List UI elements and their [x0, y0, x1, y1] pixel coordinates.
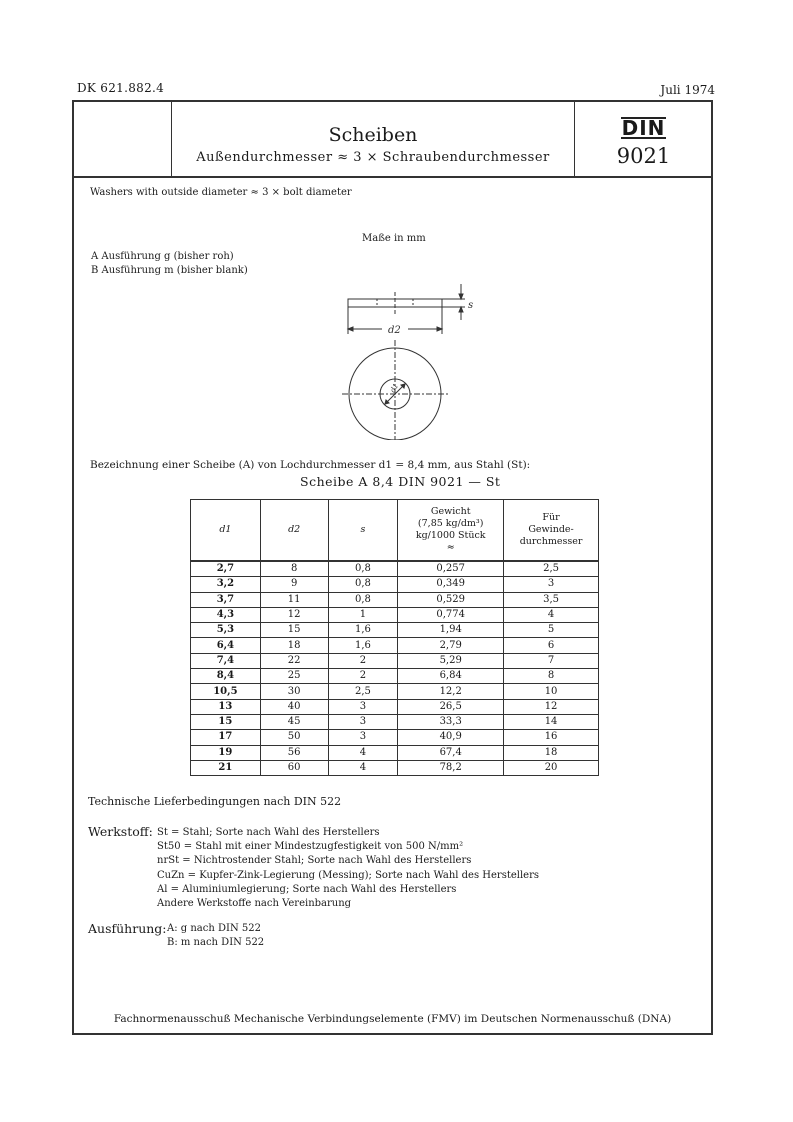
table-cell: 56	[260, 745, 328, 760]
table-cell: 2,5	[504, 561, 599, 577]
table-cell: 18	[260, 638, 328, 653]
din-logo-text: DIN	[621, 116, 666, 140]
table-cell: 26,5	[398, 699, 504, 714]
din-logo	[574, 116, 713, 140]
table-cell: 2,5	[328, 684, 398, 699]
table-cell: 7	[504, 653, 599, 668]
table-cell: 21	[191, 760, 261, 775]
table-cell: 1,6	[328, 623, 398, 638]
table-cell: 19	[191, 745, 261, 760]
table-cell: 3,7	[191, 592, 261, 607]
table-cell: 40	[260, 699, 328, 714]
table-cell: 5,3	[191, 623, 261, 638]
table-cell: 0,8	[328, 592, 398, 607]
table-row	[191, 592, 599, 607]
table-cell: 13	[191, 699, 261, 714]
table-cell: 2	[328, 669, 398, 684]
finish-item: A: g nach DIN 522	[167, 923, 261, 934]
table-cell: 0,257	[398, 561, 504, 577]
material-list	[157, 826, 539, 911]
label-s: s	[468, 300, 474, 311]
type-b-note: B Ausführung m (bisher blank)	[91, 265, 248, 276]
table-cell: 11	[260, 592, 328, 607]
table-cell: 22	[260, 653, 328, 668]
type-a-note: A Ausführung g (bisher roh)	[91, 251, 234, 262]
material-label: Werkstoff:	[88, 824, 153, 839]
table-cell: 9	[260, 577, 328, 592]
table-cell: 2,79	[398, 638, 504, 653]
table-cell: 1,94	[398, 623, 504, 638]
table-cell: 8,4	[191, 669, 261, 684]
header-d1: d1	[191, 500, 261, 562]
table-row	[191, 760, 599, 775]
table-cell: 12	[260, 607, 328, 622]
table-row	[191, 623, 599, 638]
table-cell: 0,349	[398, 577, 504, 592]
table-cell: 18	[504, 745, 599, 760]
table-cell: 45	[260, 714, 328, 729]
table-cell: 15	[191, 714, 261, 729]
table-cell: 3,5	[504, 592, 599, 607]
table-cell: 2	[328, 653, 398, 668]
table-cell: 12,2	[398, 684, 504, 699]
table-cell: 3	[328, 714, 398, 729]
table-cell: 5,29	[398, 653, 504, 668]
table-cell: 50	[260, 730, 328, 745]
table-cell: 0,8	[328, 577, 398, 592]
table-cell: 2,7	[191, 561, 261, 577]
table-header-row	[191, 500, 599, 562]
dimensions-table	[190, 499, 599, 776]
table-row	[191, 653, 599, 668]
header-left-cell	[72, 100, 172, 178]
table-cell: 4	[328, 745, 398, 760]
table-cell: 1	[328, 607, 398, 622]
table-cell: 12	[504, 699, 599, 714]
header-weight: Gewicht (7,85 kg/dm³) kg/1000 Stück ≈	[398, 500, 504, 562]
table-row	[191, 684, 599, 699]
table-cell: 8	[260, 561, 328, 577]
table-row	[191, 699, 599, 714]
finish-list	[167, 922, 264, 950]
table-cell: 0,529	[398, 592, 504, 607]
table-cell: 16	[504, 730, 599, 745]
table-cell: 3,2	[191, 577, 261, 592]
table-cell: 78,2	[398, 760, 504, 775]
washer-drawing	[330, 280, 480, 440]
table-row	[191, 714, 599, 729]
label-d1: d1	[388, 382, 401, 394]
table-cell: 6,4	[191, 638, 261, 653]
header-s: s	[328, 500, 398, 562]
finish-label: Ausführung:	[88, 921, 167, 936]
table-cell: 6,84	[398, 669, 504, 684]
table-row	[191, 745, 599, 760]
page-subtitle: Außendurchmesser ≈ 3 × Schraubendurchmesser	[196, 150, 550, 165]
table-cell: 7,4	[191, 653, 261, 668]
designation-text: Bezeichnung einer Scheibe (A) von Lochdurchmesser d1 = 8,4 mm, aus Stahl (St):	[90, 459, 531, 471]
material-item: Andere Werkstoffe nach Vereinbarung	[157, 898, 352, 910]
table-row	[191, 669, 599, 684]
page-title: Scheiben	[328, 124, 418, 146]
table-row	[191, 607, 599, 622]
table-cell: 1,6	[328, 638, 398, 653]
material-item: nrSt = Nichtrostender Stahl; Sorte nach Wahl des Herstellers	[157, 855, 472, 867]
table-cell: 15	[260, 623, 328, 638]
table-row	[191, 577, 599, 592]
table-body	[191, 561, 599, 776]
table-row	[191, 561, 599, 577]
material-item: Al = Aluminiumlegierung; Sorte nach Wahl des Herstellers	[157, 883, 457, 895]
dimensions-note: Maße in mm	[362, 233, 426, 244]
label-d2: d2	[388, 325, 401, 336]
table-cell: 30	[260, 684, 328, 699]
english-title: Washers with outside diameter ≈ 3 × bolt diameter	[90, 187, 352, 198]
table-row	[191, 638, 599, 653]
material-item: CuZn = Kupfer-Zink-Legierung (Messing); Sorte nach Wahl des Herstellers	[157, 869, 539, 881]
table-cell: 25	[260, 669, 328, 684]
header-d2: d2	[260, 500, 328, 562]
table-cell: 3	[328, 699, 398, 714]
issue-date: Juli 1974	[660, 83, 715, 97]
table-cell: 4	[328, 760, 398, 775]
header-thread: Für Gewinde- durchmesser	[504, 500, 599, 562]
material-item: St = Stahl; Sorte nach Wahl des Herstellers	[157, 827, 380, 838]
table-cell: 4,3	[191, 607, 261, 622]
table-row	[191, 730, 599, 745]
table-cell: 6	[504, 638, 599, 653]
table-cell: 20	[504, 760, 599, 775]
table-cell: 10,5	[191, 684, 261, 699]
table-cell: 33,3	[398, 714, 504, 729]
technical-conditions: Technische Lieferbedingungen nach DIN 522	[88, 795, 342, 808]
table-cell: 40,9	[398, 730, 504, 745]
table-cell: 10	[504, 684, 599, 699]
table-cell: 14	[504, 714, 599, 729]
table-cell: 5	[504, 623, 599, 638]
table-cell: 67,4	[398, 745, 504, 760]
designation-example: Scheibe A 8,4 DIN 9021 — St	[300, 474, 501, 489]
dk-number: DK 621.882.4	[77, 81, 165, 95]
table-cell: 3	[504, 577, 599, 592]
table-cell: 4	[504, 607, 599, 622]
footer-committee: Fachnormenausschuß Mechanische Verbindungselemente (FMV) im Deutschen Normenausschuß (DNA)	[113, 1013, 672, 1025]
table-cell: 0,774	[398, 607, 504, 622]
din-number: 9021	[616, 144, 671, 168]
table-cell: 17	[191, 730, 261, 745]
table-cell: 0,8	[328, 561, 398, 577]
table-cell: 8	[504, 669, 599, 684]
material-item: St50 = Stahl mit einer Mindestzugfestigkeit von 500 N/mm²	[157, 841, 464, 853]
table-cell: 3	[328, 730, 398, 745]
finish-item: B: m nach DIN 522	[167, 937, 265, 949]
table-cell: 60	[260, 760, 328, 775]
